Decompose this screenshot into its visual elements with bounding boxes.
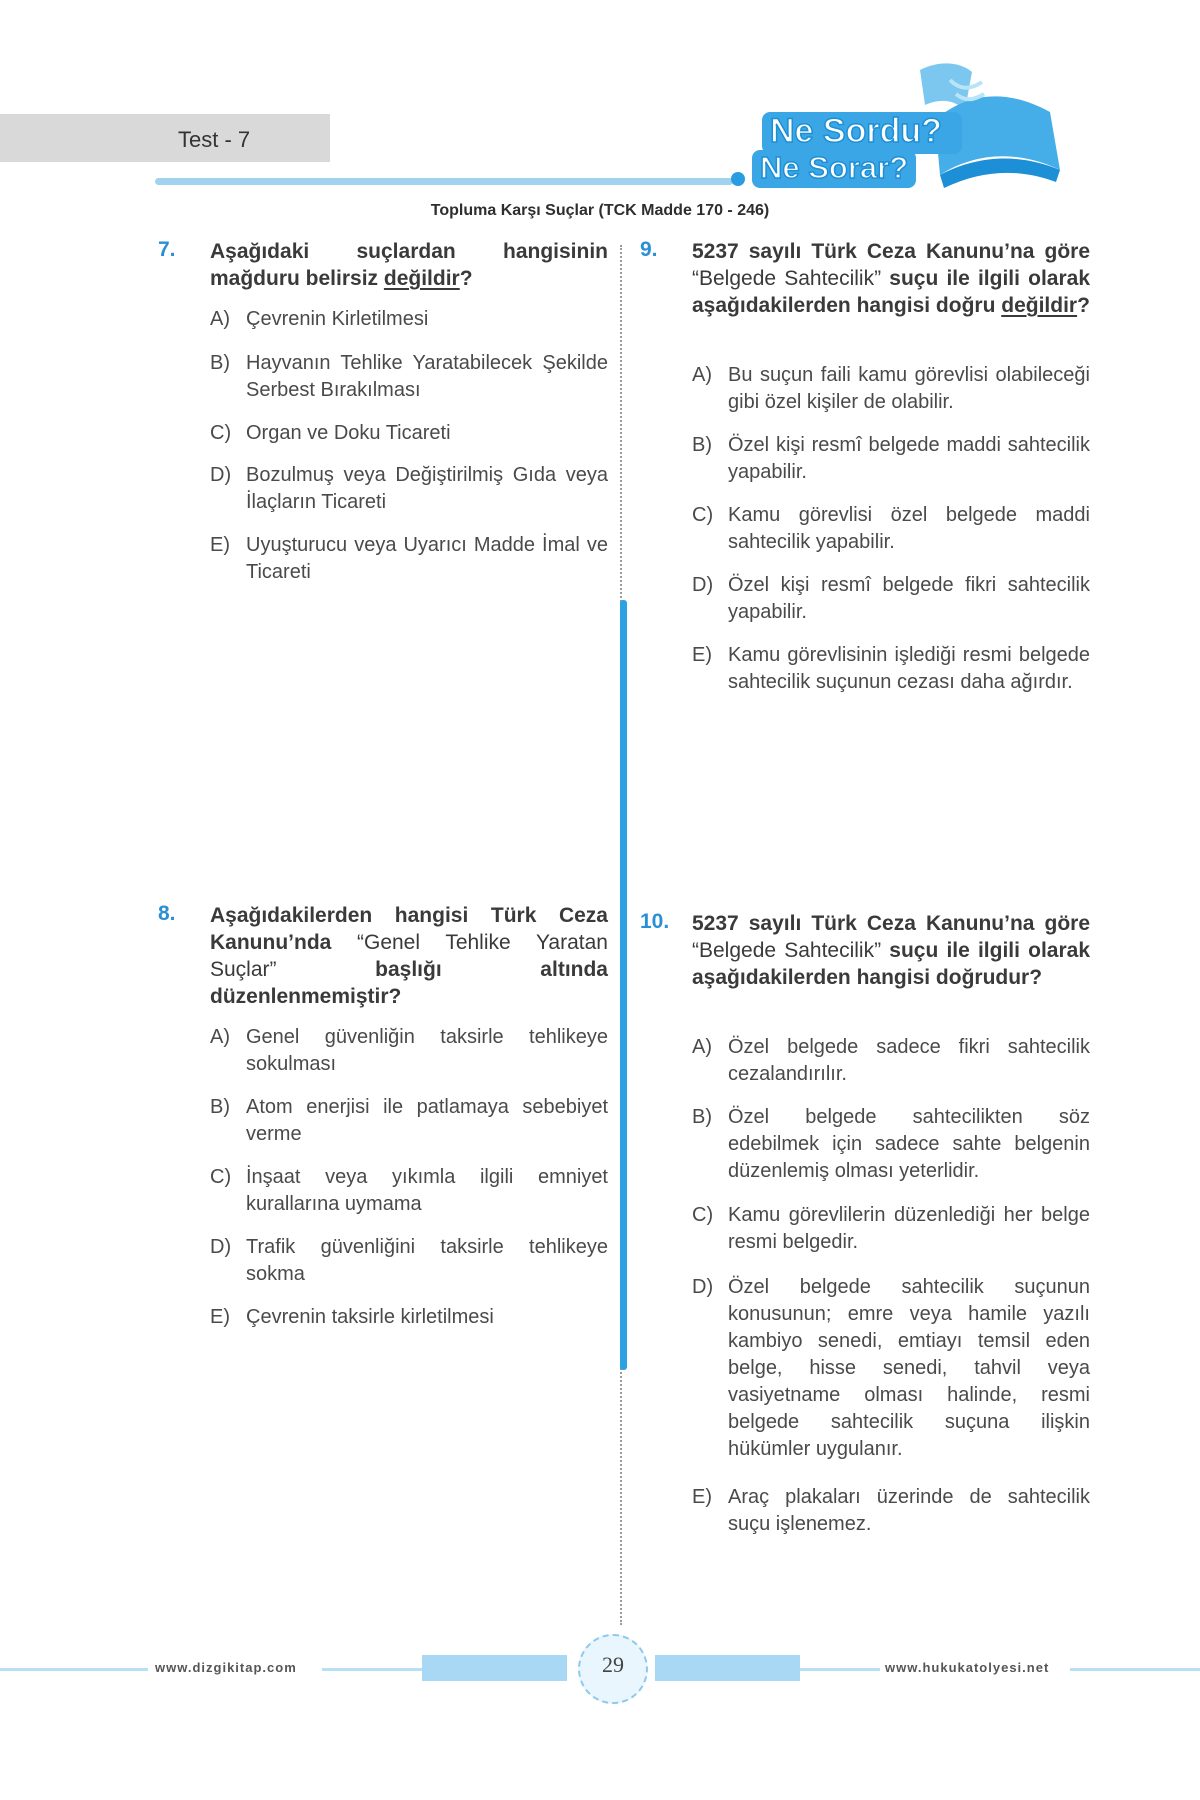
footer-rule-left: [0, 1668, 148, 1671]
option-d[interactable]: [210, 462, 608, 516]
option-c[interactable]: [210, 420, 608, 447]
footer-band-right: [655, 1655, 800, 1681]
stem-emphasis: değildir: [383, 267, 460, 290]
stem-quote: “Belgede Sahtecilik”: [692, 939, 882, 962]
option-letter: D): [210, 1236, 232, 1258]
option-letter: C): [210, 1166, 232, 1188]
question-stem: [692, 238, 1090, 319]
option-c[interactable]: [210, 1164, 608, 1218]
option-text: Özel belgede sahtecilikten söz edebilmek için sadece sahte belgenin düzenlemiş olması yeterlidir.: [728, 1106, 1090, 1182]
option-letter: B): [692, 434, 712, 456]
option-a[interactable]: [692, 1034, 1090, 1088]
question-number: 9.: [640, 238, 658, 261]
stem-text: suçu ile ilgili olarak aşağıdakilerden hangisi doğru: [692, 267, 1091, 317]
stem-text: ?: [459, 267, 473, 290]
stem-text: 5237 sayılı Türk Ceza Kanunu’na göre: [692, 912, 1090, 935]
question-stem: [210, 238, 608, 292]
option-letter: A): [210, 308, 230, 330]
option-letter: E): [210, 1306, 230, 1328]
option-text: Çevrenin Kirletilmesi: [246, 308, 429, 330]
option-letter: B): [210, 1096, 230, 1118]
option-text: Kamu görevlisinin işlediği resmi belgede sahtecilik suçunun cezası daha ağırdır.: [728, 644, 1090, 693]
question-number: 10.: [640, 910, 670, 933]
stem-text: Aşağıdaki suçlardan hangisinin mağduru belirsiz: [210, 240, 608, 290]
logo-title-line2: Ne Sorar?: [760, 150, 909, 185]
header-dot: [731, 172, 745, 186]
option-text: Bu suçun faili kamu görevlisi olabileceği gibi özel kişiler de olabilir.: [728, 364, 1090, 413]
test-label: Test - 7: [178, 127, 251, 152]
option-letter: C): [692, 1204, 714, 1226]
footer-rule-left-mid: [322, 1668, 422, 1671]
option-text: Özel kişi resmî belgede maddi sahtecilik yapabilir.: [728, 434, 1090, 483]
option-text: Özel kişi resmî belgede fikri sahtecilik yapabilir.: [728, 574, 1090, 623]
page-number: 29: [602, 1652, 624, 1677]
stem-text: ?: [1077, 294, 1090, 317]
footer-band-left: [422, 1655, 567, 1681]
option-text: Genel güvenliğin taksirle tehlikeye sokulması: [246, 1026, 608, 1075]
option-letter: D): [210, 464, 232, 486]
test-tab: [0, 114, 330, 162]
option-b[interactable]: [210, 350, 608, 404]
option-a[interactable]: [210, 1024, 608, 1078]
option-e[interactable]: [692, 1484, 1090, 1538]
logo-title-line1: Ne Sordu?: [770, 112, 942, 150]
option-e[interactable]: [692, 642, 1090, 696]
stem-quote: “Belgede Sahtecilik”: [692, 267, 882, 290]
question-number: 8.: [158, 902, 176, 925]
stem-text: 5237 sayılı Türk Ceza Kanunu’na göre: [692, 240, 1090, 263]
stem-emphasis: değildir: [1001, 294, 1078, 317]
option-letter: B): [210, 352, 230, 374]
option-letter: D): [692, 574, 714, 596]
option-text: Uyuşturucu veya Uyarıcı Madde İmal ve Ticareti: [246, 534, 608, 583]
option-text: Özel belgede sahtecilik suçunun konusunun; emre veya hamile yazılı kambiyo senedi, emtiayı temsil eden belge, hisse senedi, tahvil veya vasiyetname olması halinde, resmi belgede sahtecilik suçuna ilişkin hükümler uygulanır.: [728, 1276, 1090, 1460]
question-number: 7.: [158, 238, 176, 261]
option-text: Özel belgede sadece fikri sahtecilik cezalandırılır.: [728, 1036, 1090, 1085]
option-letter: E): [692, 644, 712, 666]
option-text: Atom enerjisi ile patlamaya sebebiyet verme: [246, 1096, 608, 1145]
option-a[interactable]: [692, 362, 1090, 416]
option-letter: A): [692, 364, 712, 386]
option-e[interactable]: [210, 1304, 608, 1331]
option-letter: A): [692, 1036, 712, 1058]
question-stem: [692, 910, 1090, 991]
option-a[interactable]: [210, 306, 608, 333]
option-letter: E): [692, 1486, 712, 1508]
option-e[interactable]: [210, 532, 608, 586]
option-letter: C): [210, 422, 232, 444]
option-letter: A): [210, 1026, 230, 1048]
column-accent-bar: [620, 600, 627, 1370]
option-letter: B): [692, 1106, 712, 1128]
footer-url-left[interactable]: www.dizgikitap.com: [155, 1660, 297, 1675]
subject-heading: Topluma Karşı Suçlar (TCK Madde 170 - 246): [430, 202, 770, 219]
question-stem: [210, 902, 608, 1010]
stem-quote: “Genel Tehlike Yaratan Suçlar”: [210, 931, 608, 981]
option-text: Bozulmuş veya Değiştirilmiş Gıda veya İlaçların Ticareti: [246, 464, 608, 513]
option-text: Hayvanın Tehlike Yaratabilecek Şekilde Serbest Bırakılması: [246, 352, 608, 401]
option-letter: E): [210, 534, 230, 556]
option-text: Kamu görevlisi özel belgede maddi sahtecilik yapabilir.: [728, 504, 1090, 553]
option-b[interactable]: [692, 432, 1090, 486]
option-d[interactable]: [210, 1234, 608, 1288]
option-d[interactable]: [692, 572, 1090, 626]
option-c[interactable]: [692, 502, 1090, 556]
option-text: İnşaat veya yıkımla ilgili emniyet kurallarına uymama: [246, 1166, 608, 1215]
header-rule: [155, 178, 733, 185]
footer-rule-right: [1070, 1668, 1200, 1671]
stem-text: başlığı altında düzenlenmemiştir?: [210, 958, 608, 1008]
option-letter: D): [692, 1276, 714, 1298]
option-letter: C): [692, 504, 714, 526]
option-text: Kamu görevlilerin düzenlediği her belge resmi belgedir.: [728, 1204, 1090, 1253]
stem-text: Aşağıdakilerden hangisi Türk Ceza Kanunu’nda: [210, 904, 608, 954]
option-d[interactable]: [692, 1274, 1090, 1463]
footer-url-right[interactable]: www.hukukatolyesi.net: [885, 1660, 1050, 1675]
option-text: Organ ve Doku Ticareti: [246, 422, 451, 444]
option-b[interactable]: [692, 1104, 1090, 1185]
option-c[interactable]: [692, 1202, 1090, 1256]
option-text: Araç plakaları üzerinde de sahtecilik suçu işlenemez.: [728, 1486, 1090, 1535]
option-text: Trafik güvenliğini taksirle tehlikeye sokma: [246, 1236, 608, 1285]
footer-rule-right-mid: [800, 1668, 880, 1671]
option-text: Çevrenin taksirle kirletilmesi: [246, 1306, 494, 1328]
option-b[interactable]: [210, 1094, 608, 1148]
stem-text: suçu ile ilgili olarak aşağıdakilerden hangisi doğrudur?: [692, 939, 1091, 989]
